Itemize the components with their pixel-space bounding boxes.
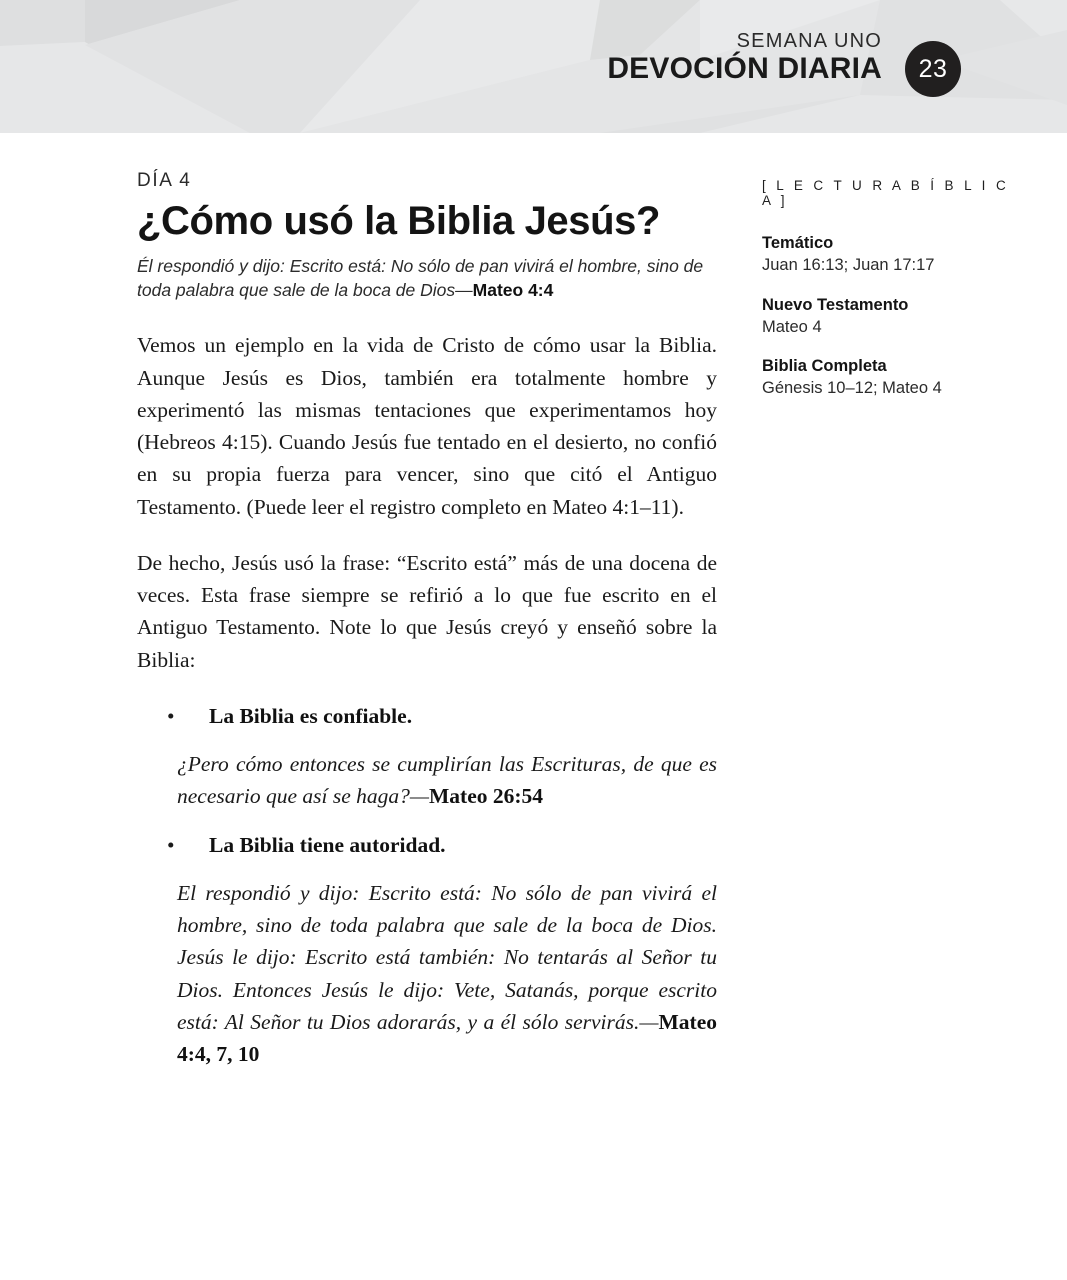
page-number-badge: 23 bbox=[905, 41, 961, 97]
bullet-quote-reference: Mateo 26:54 bbox=[429, 784, 544, 809]
article-content bbox=[137, 170, 717, 1086]
reading-label: Nuevo Testamento bbox=[762, 295, 909, 314]
page-title: ¿Cómo usó la Biblia Jesús? bbox=[137, 198, 661, 243]
bible-reading-sidebar bbox=[762, 178, 1012, 417]
reading-value: Juan 16:13; Juan 17:17 bbox=[762, 256, 935, 275]
sidebar-heading: [ L E C T U R A B Í B L I C A ] bbox=[762, 178, 1010, 208]
subtitle-verse-reference: Mateo 4:4 bbox=[472, 280, 554, 301]
reading-block-nuevo-testamento bbox=[762, 294, 1012, 339]
bullet-heading: La Biblia tiene autoridad. bbox=[209, 832, 446, 857]
subtitle-verse-text: Él respondió y dijo: Escrito está: No sólo de pan vivirá el hombre, sino de toda palabra que sale de la boca de Dios— bbox=[137, 255, 704, 301]
day-label: DÍA 4 bbox=[137, 170, 192, 191]
article-subtitle-verse bbox=[137, 254, 715, 304]
body-paragraph-2: De hecho, Jesús usó la frase: “Escrito está” más de una docena de veces. Esta frase siempre se refirió a lo que fue escrito en el Antiguo Testamento. Note lo que Jesús creyó y enseñó sobre la Biblia: bbox=[137, 550, 717, 672]
bullet-quote-text: ¿Pero cómo entonces se cumplirían las Escrituras, de que es necesario que así se haga?— bbox=[177, 752, 717, 809]
body-paragraph-1: Vemos un ejemplo en la vida de Cristo de cómo usar la Biblia. Aunque Jesús es Dios, también era totalmente hombre y experimentó las mismas tentaciones que experimentamos hoy (Hebreos 4:15). Cuando Jesús fue tentado en el desierto, no confió en su propia fuerza para vencer, sino que citó el Antiguo Testamento. (Puede leer el registro completo en Mateo 4:1–11). bbox=[137, 333, 717, 519]
reading-value: Mateo 4 bbox=[762, 317, 822, 336]
reading-block-biblia-completa bbox=[762, 355, 1012, 400]
reading-label: Temático bbox=[762, 234, 834, 252]
bullet-quote bbox=[137, 748, 717, 813]
reading-value: Génesis 10–12; Mateo 4 bbox=[762, 379, 942, 398]
list-item bbox=[137, 700, 717, 813]
reading-block-tematico bbox=[762, 232, 1012, 277]
bullet-quote-text: El respondió y dijo: Escrito está: No sólo de pan vivirá el hombre, sino de toda palabra que sale de la boca de Dios. Jesús le dijo: Escrito está también: No tentarás al Señor tu Dios. Entonces Jesús le dijo: Vete, Satanás, porque escrito está: Al Señor tu Dios adorarás, y a él sólo servirás.— bbox=[177, 880, 717, 1034]
page-header-band bbox=[0, 0, 1067, 133]
list-item bbox=[137, 829, 717, 1071]
bullet-marker-icon: • bbox=[167, 832, 175, 857]
bullet-marker-icon: • bbox=[167, 703, 175, 728]
reading-label: Biblia Completa bbox=[762, 357, 887, 376]
bullet-heading: La Biblia es confiable. bbox=[209, 703, 413, 728]
bullet-quote-reference: Mateo 4:4, 7, 10 bbox=[177, 1009, 717, 1067]
header-title-group bbox=[607, 31, 882, 84]
bullet-quote bbox=[137, 877, 717, 1071]
header-week-label: SEMANA UNO bbox=[736, 30, 882, 52]
teaching-points-list bbox=[137, 700, 717, 1071]
header-section-title: DEVOCIÓN DIARIA bbox=[607, 52, 882, 85]
